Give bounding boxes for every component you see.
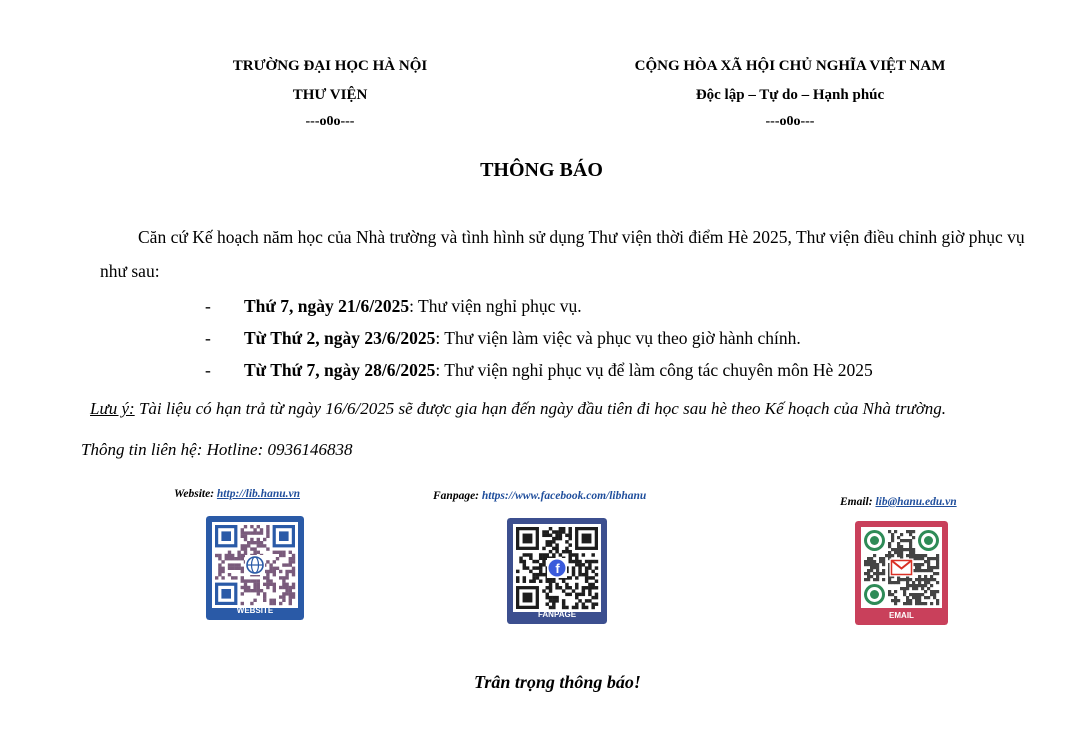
motto: Độc lập – Tự do – Hạnh phúc [695, 87, 885, 103]
qr-caption: EMAIL [889, 611, 914, 620]
note-label: Lưu ý: [90, 399, 135, 418]
bullet-mark: - [205, 328, 211, 348]
fanpage-qr-code[interactable] [507, 518, 607, 624]
closing-line: Trân trọng thông báo! [474, 672, 641, 692]
item-date: Từ Thứ 7, ngày 28/6/2025 [244, 360, 436, 380]
qr-caption: FANPAGE [537, 610, 577, 619]
list-item [205, 328, 801, 349]
contact-info: Thông tin liên hệ: Hotline: 0936146838 [81, 440, 353, 459]
svg-text:f: f [555, 561, 560, 576]
intro-paragraph: Căn cứ Kế hoạch năm học của Nhà trường và tình hình sử dụng Thư viện thời điểm Hè 2025, Thư viện điều chỉnh giờ phục vụ như sau: [100, 227, 1025, 281]
item-text: : Thư viện làm việc và phục vụ theo giờ hành chính. [435, 328, 801, 348]
university-name: TRƯỜNG ĐẠI HỌC HÀ NỘI [232, 58, 428, 74]
website-qr-code[interactable] [206, 516, 304, 620]
fanpage-caption [433, 490, 646, 502]
note [90, 399, 946, 419]
department-name: THƯ VIỆN [292, 87, 368, 103]
fanpage-link[interactable]: https://www.facebook.com/libhanu [481, 490, 647, 502]
website-label: Website: [174, 488, 215, 500]
item-text: : Thư viện nghỉ phục vụ để làm công tác chuyên môn Hè 2025 [435, 360, 873, 380]
fanpage-label: Fanpage: [433, 490, 479, 502]
qr-caption: WEBSITE [236, 606, 274, 615]
item-date: Thứ 7, ngày 21/6/2025 [244, 296, 410, 316]
website-link[interactable]: http://lib.hanu.vn [216, 488, 300, 500]
email-qr-code[interactable] [855, 521, 948, 625]
email-label: Email: [840, 496, 873, 508]
bullet-mark: - [205, 360, 211, 380]
email-caption [840, 496, 957, 508]
website-caption [174, 488, 300, 500]
document-title: THÔNG BÁO [480, 159, 603, 181]
note-text: Tài liệu có hạn trả từ ngày 16/6/2025 sẽ được gia hạn đến ngày đầu tiên đi học sau hè theo Kế hoạch của Nhà trường. [134, 399, 947, 418]
list-item [205, 296, 582, 317]
left-divider: ---o0o--- [305, 114, 355, 129]
country-name: CỘNG HÒA XÃ HỘI CHỦ NGHĨA VIỆT NAM [634, 58, 946, 74]
email-link[interactable]: lib@hanu.edu.vn [875, 496, 957, 508]
bullet-mark: - [205, 296, 211, 316]
item-date: Từ Thứ 2, ngày 23/6/2025 [244, 328, 436, 348]
item-text: : Thư viện nghỉ phục vụ. [409, 296, 582, 316]
right-divider: ---o0o--- [765, 114, 815, 129]
list-item [205, 360, 873, 381]
